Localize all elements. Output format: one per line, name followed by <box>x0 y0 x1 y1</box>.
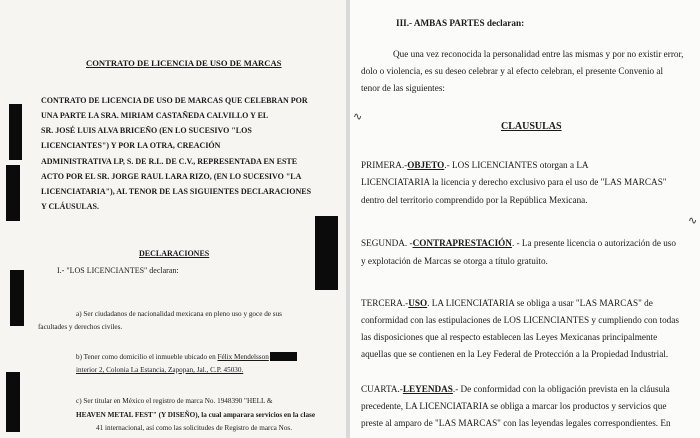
intro-line: ACTO POR EL SR. JORGE RAUL LARA RIZO, (EN LO SUCESIVO "LA <box>41 172 302 181</box>
intro-line: Y CLÁUSULAS. <box>41 202 99 211</box>
clause-label: PRIMERA.- <box>361 160 408 170</box>
clause-text: . - La presente licencia o autorización de uso <box>511 238 676 248</box>
clause-cuarta-line: precedente, LA LICENCIATARIA se obliga a marcar los productos y servicios que <box>361 401 667 411</box>
clause-primera-line: dentro del territorio comprendido por la República Mexicana. <box>361 195 588 205</box>
redaction-block <box>10 270 24 326</box>
clause-segunda-line <box>361 238 676 249</box>
intro-line: UNA PARTE LA SRA. MIRIAM CASTAÑEDA CALVILLO Y EL <box>41 111 269 120</box>
intro-line: LICENCIATARIA"), AL TENOR DE LAS SIGUIENTES DECLARACIONES <box>41 187 312 196</box>
redaction-block <box>270 352 297 361</box>
intro-line: LICENCIANTES") Y POR LA OTRA, CREACIÓN <box>41 141 221 150</box>
declaraciones-heading: DECLARACIONES <box>139 249 210 258</box>
intro-line: SR. JOSÉ LUIS ALVA BRICEÑO (EN LO SUCESIVO "LOS <box>41 126 252 135</box>
clause-tercera-line <box>361 298 653 309</box>
right-document-page <box>350 0 700 438</box>
item-b-text: b) Tener como domicilio el inmueble ubicado en <box>76 353 218 361</box>
margin-mark: ∿ <box>353 110 363 123</box>
clause-cuarta-line: preste al amparo de "LAS MARCAS" con las leyendas legales correspondientes. En <box>361 418 671 428</box>
intro-line: ADMINISTRATIVA LP, S. DE R.L. DE C.V., REPRESENTADA EN ESTE <box>41 157 298 166</box>
item-c-line: 41 internacional, así como las solicitudes de Registro de marca Nos. <box>96 424 293 432</box>
clause-label: CUARTA.- <box>361 384 403 394</box>
section-1-heading: I.- "LOS LICENCIANTES" declaran: <box>57 266 179 275</box>
clause-title: USO <box>408 298 428 308</box>
redaction-block <box>6 165 20 221</box>
item-a-line: facultades y derechos civiles. <box>38 323 123 331</box>
clause-primera-line: LICENCIATARIA la licencia y derecho exclusivo para el uso de "LAS MARCAS" <box>361 177 667 187</box>
item-b-line <box>76 352 269 362</box>
item-a-line: a) Ser ciudadanos de nacionalidad mexicana en pleno uso y goce de sus <box>76 310 282 318</box>
section-3-line: Que una vez reconocida la personalidad entre las mismas y por no existir error, <box>393 49 684 59</box>
clause-text: .- De conformidad con la obligación prevista en la cláusula <box>452 384 670 394</box>
clause-title: CONTRAPRESTACIÓN <box>412 238 512 248</box>
clausulas-heading: CLAUSULAS <box>501 121 562 132</box>
item-b-address: Félix Mendelsson <box>217 353 269 361</box>
clause-tercera-line: conformidad con las estipulaciones de LOS LICENCIANTES y cumpliendo con todas <box>361 315 679 325</box>
clause-tercera-line: las disposiciones que al respecto establecen las Leyes Mexicanas principalmente <box>361 332 658 342</box>
clause-text: .- LOS LICENCIANTES otorgan a LA <box>444 160 589 170</box>
clause-primera-line <box>361 160 589 171</box>
clause-title: LEYENDAS <box>402 384 453 394</box>
section-3-line: dolo o violencia, es su deseo celebrar y al efecto celebran, el presente Convenio al <box>361 66 664 76</box>
clause-segunda-line: y explotación de Marcas se otorga a título gratuito. <box>361 256 548 266</box>
contract-title: CONTRATO DE LICENCIA DE USO DE MARCAS <box>86 58 282 68</box>
clause-text: . LA LICENCIATARIA se obliga a usar "LAS MARCAS" de <box>427 298 653 308</box>
item-c-line: HEAVEN METAL FEST" (Y DISEÑO), la cual amparara servicios en la clase <box>76 411 316 419</box>
section-3-line: tenor de las siguientes: <box>361 83 445 93</box>
clause-label: SEGUNDA. - <box>361 238 413 248</box>
item-c-line: c) Ser titular en México el registro de marca No. 1948390 "HELL & <box>76 397 273 405</box>
clause-title: OBJETO <box>407 160 445 170</box>
redaction-block <box>6 372 20 432</box>
clause-cuarta-line <box>361 384 670 395</box>
left-document-page <box>0 0 346 438</box>
clause-label: TERCERA.- <box>361 298 409 308</box>
redaction-block <box>315 216 338 290</box>
section-3-heading: III.- AMBAS PARTES declaran: <box>396 18 525 28</box>
redaction-block <box>9 104 22 160</box>
margin-mark: ∿ <box>688 214 698 227</box>
item-b-line: interior 2, Colonia La Estancia, Zapopan, Jal., C.P. 45030. <box>76 366 244 374</box>
clause-tercera-line: aquellas que se contienen en la Ley Federal de Protección a la Propiedad Industrial. <box>361 349 669 359</box>
intro-line: CONTRATO DE LICENCIA DE USO DE MARCAS QUE CELEBRAN POR <box>41 96 308 105</box>
